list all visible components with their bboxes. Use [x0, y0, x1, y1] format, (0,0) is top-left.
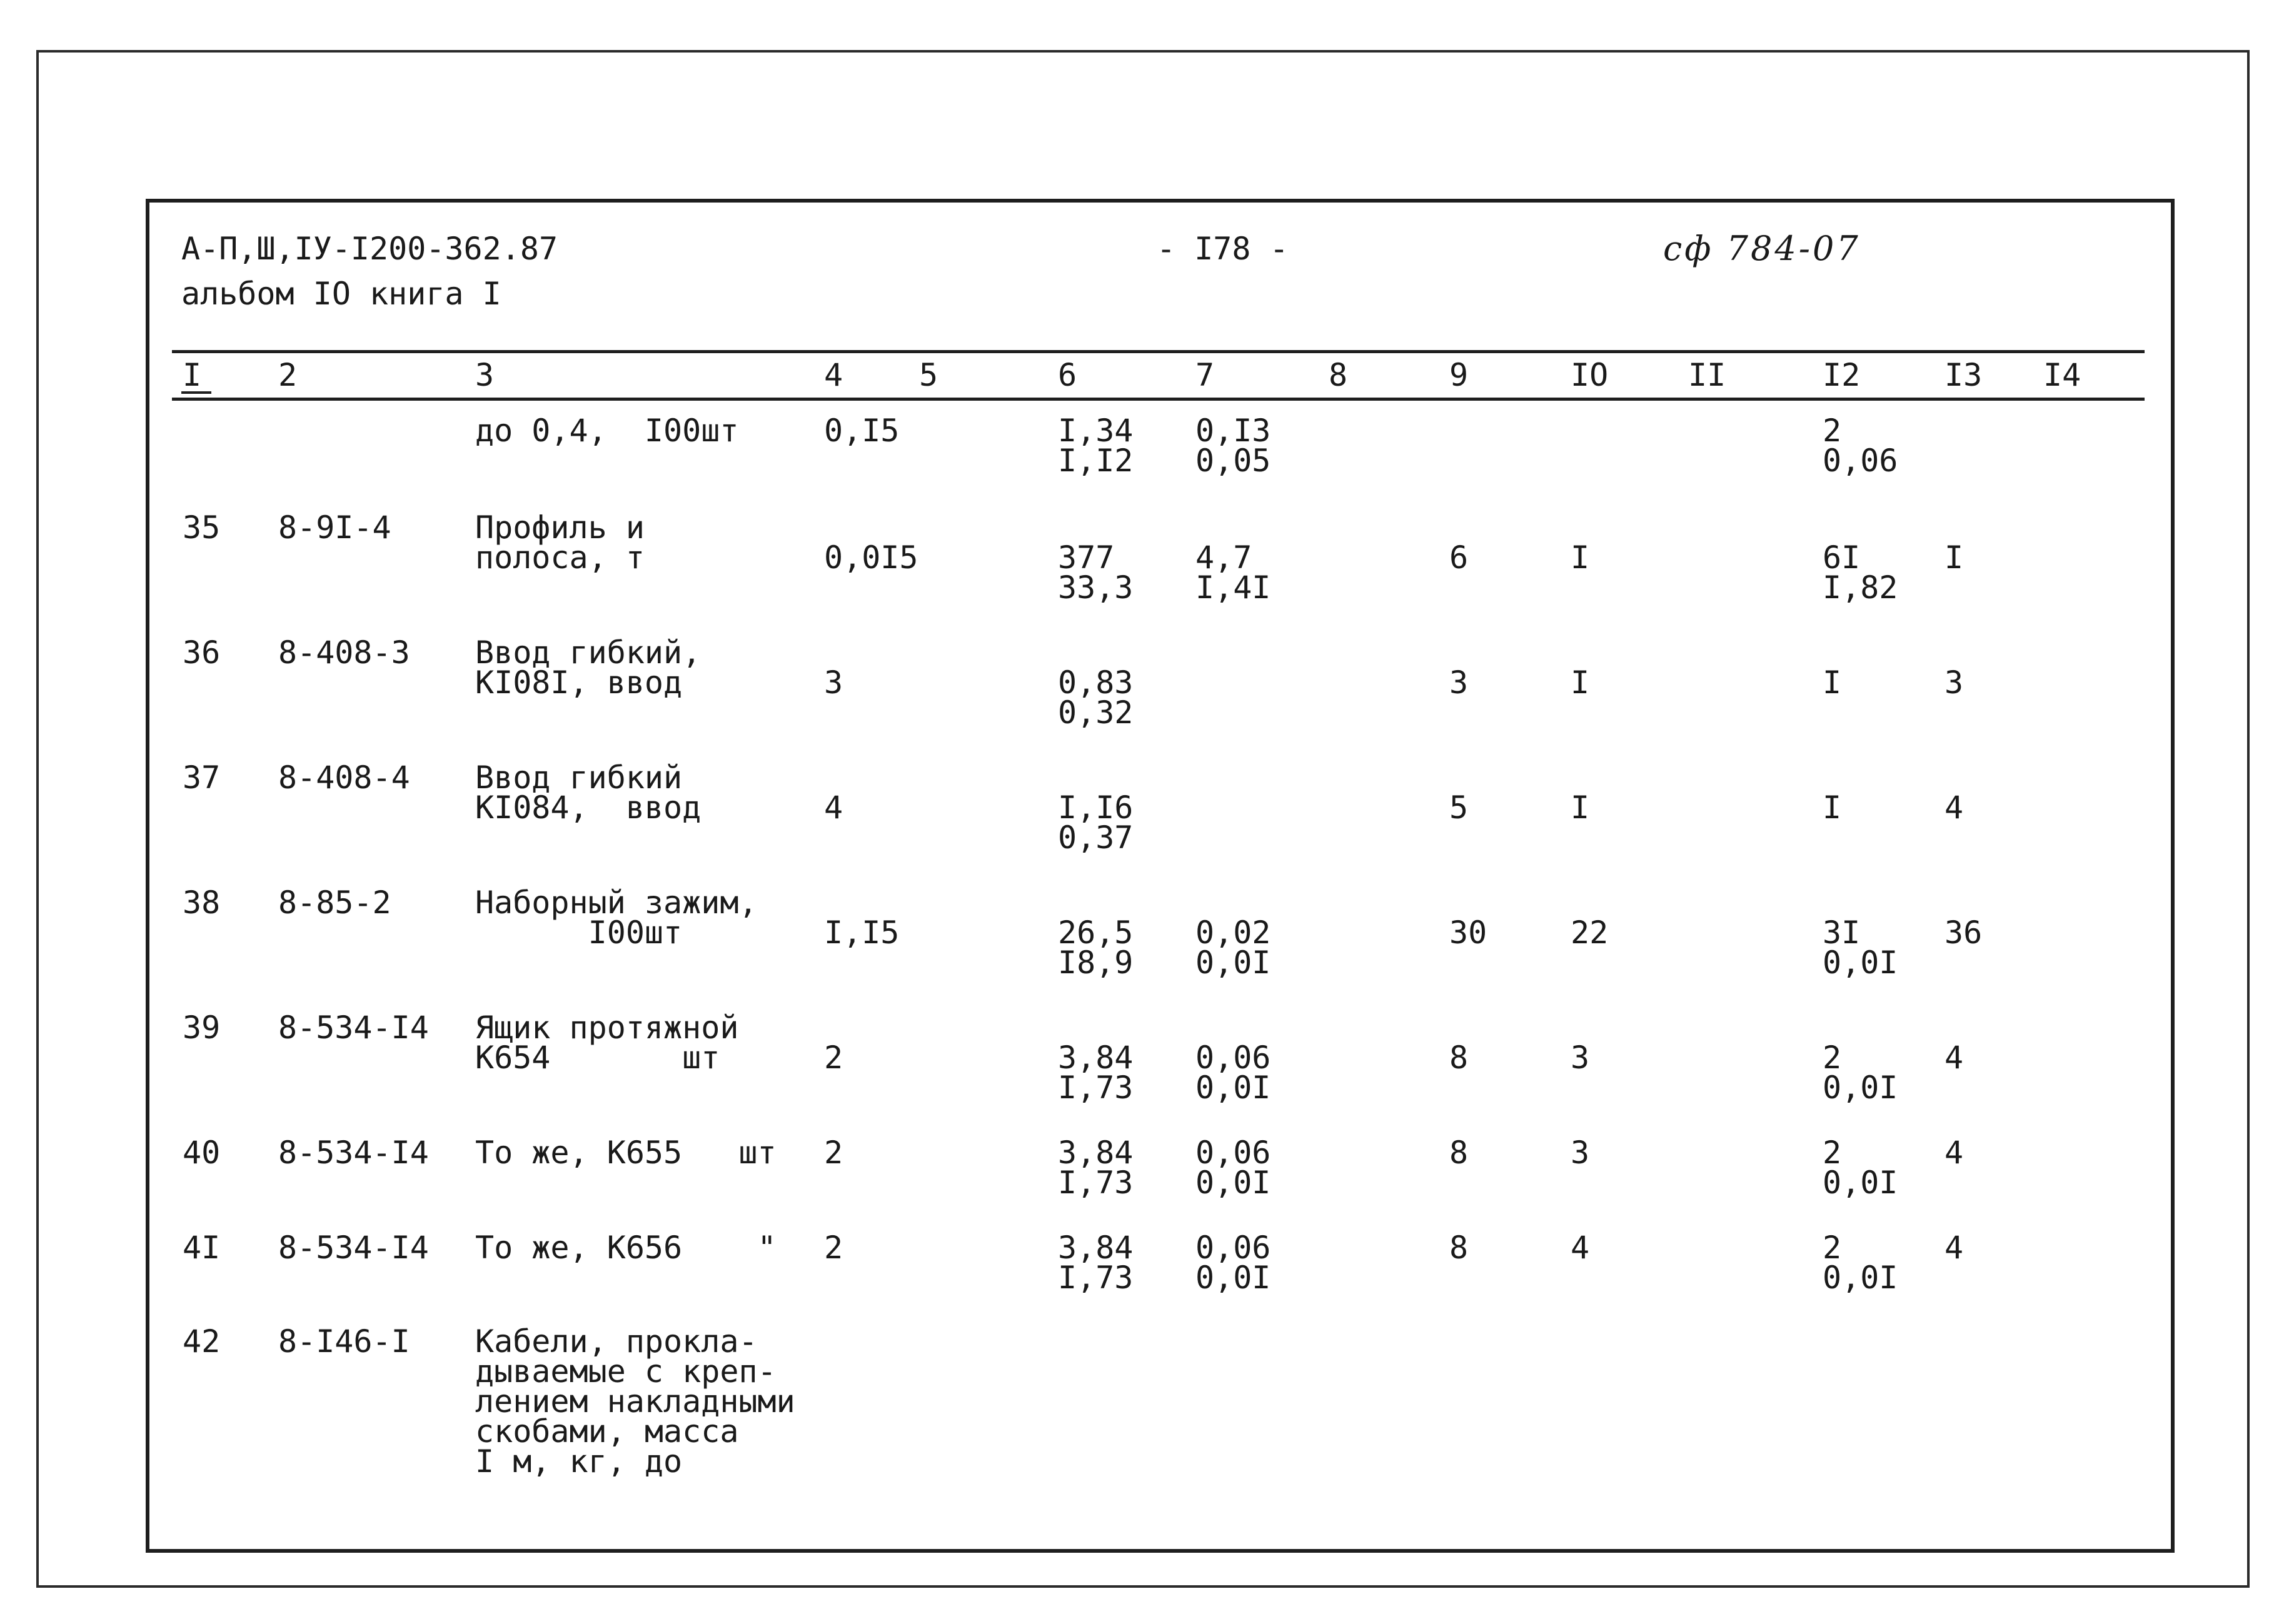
row-col12-value: 2 0,0I — [1823, 1135, 1898, 1201]
row-col4-value: 0,0I5 — [824, 539, 918, 576]
row-col4-value: 3 — [824, 664, 843, 701]
column-header: 5 — [919, 357, 938, 393]
column-header: 9 — [1449, 357, 1469, 393]
row-col13-value: 4 — [1944, 1135, 1964, 1171]
row-col12-value: 6I I,82 — [1823, 539, 1898, 606]
row-col6-value: I,34 I,I2 — [1058, 413, 1134, 479]
row-col7-value: 4,7 I,4I — [1195, 539, 1271, 606]
column-header: I2 — [1823, 357, 1861, 393]
row-col10-value: I — [1571, 539, 1590, 576]
table-header-bottom-rule — [172, 398, 2145, 401]
column-header: 4 — [824, 357, 843, 393]
row-col9-value: 3 — [1449, 664, 1469, 701]
column-header: II — [1688, 357, 1726, 393]
row-col13-value: 4 — [1944, 1040, 1964, 1076]
row-number: 39 — [183, 1010, 221, 1046]
page-number: - I78 - — [1157, 231, 1289, 267]
row-col13-value: I — [1944, 539, 1964, 576]
row-col4-value: 2 — [824, 1135, 843, 1171]
row-col12-value: 2 0,06 — [1823, 413, 1898, 479]
row-col7-value: 0,I3 0,05 — [1195, 413, 1271, 479]
row-col12-value: I — [1823, 789, 1842, 826]
row-col7-value: 0,06 0,0I — [1195, 1040, 1271, 1106]
row-col7-value: 0,02 0,0I — [1195, 915, 1271, 981]
row-col10-value: 3 — [1571, 1040, 1590, 1076]
row-col12-value: 3I 0,0I — [1823, 915, 1898, 981]
column-header: 2 — [278, 357, 298, 393]
row-col6-value: 3,84 I,73 — [1058, 1230, 1134, 1296]
row-col6-value: I,I6 0,37 — [1058, 789, 1134, 856]
row-number: 40 — [183, 1135, 221, 1171]
row-code: 8-9I-4 — [278, 509, 391, 546]
row-col13-value: 3 — [1944, 664, 1964, 701]
row-col4-value: 0,I5 — [824, 413, 900, 449]
row-col12-value: I — [1823, 664, 1842, 701]
table-header-top-rule — [172, 350, 2145, 353]
row-col10-value: 3 — [1571, 1135, 1590, 1171]
row-code: 8-408-3 — [278, 634, 410, 671]
row-col6-value: 26,5 I8,9 — [1058, 915, 1134, 981]
row-name: Ввод гибкий, KI08I, ввод — [475, 634, 702, 701]
row-name: Ящик протяжной K654 шт — [475, 1010, 739, 1076]
row-col9-value: 6 — [1449, 539, 1469, 576]
row-col4-value: 4 — [824, 789, 843, 826]
row-number: 42 — [183, 1323, 221, 1360]
column-header: I3 — [1944, 357, 1983, 393]
row-number: 36 — [183, 634, 221, 671]
column-header: 8 — [1329, 357, 1348, 393]
row-col10-value: I — [1571, 664, 1590, 701]
row-number: 37 — [183, 759, 221, 796]
row-number: 4I — [183, 1230, 221, 1266]
row-number: 38 — [183, 885, 221, 921]
row-col6-value: 3,84 I,73 — [1058, 1135, 1134, 1201]
column-header: 7 — [1195, 357, 1215, 393]
row-col13-value: 4 — [1944, 789, 1964, 826]
row-col9-value: 8 — [1449, 1230, 1469, 1266]
row-code: 8-85-2 — [278, 885, 391, 921]
row-name: Ввод гибкий KI084, ввод — [475, 759, 702, 826]
row-col7-value: 0,06 0,0I — [1195, 1135, 1271, 1201]
row-name: Кабели, прокла- дываемые с креп- лением накладными скобами, масса I м, кг, до — [475, 1323, 795, 1480]
handwritten-stamp: сф 784-07 — [1663, 229, 1861, 268]
row-col10-value: 4 — [1571, 1230, 1590, 1266]
column-header: I — [183, 357, 202, 393]
row-name: до 0,4, I00шт — [475, 413, 739, 449]
row-code: 8-534-I4 — [278, 1230, 429, 1266]
row-code: 8-408-4 — [278, 759, 410, 796]
row-col7-value: 0,06 0,0I — [1195, 1230, 1271, 1296]
row-code: 8-534-I4 — [278, 1135, 429, 1171]
row-name: То же, K656 " — [475, 1230, 777, 1266]
row-name: Профиль и полоса, т — [475, 509, 645, 576]
row-col4-value: 2 — [824, 1230, 843, 1266]
column-header: 6 — [1058, 357, 1077, 393]
document-frame — [146, 199, 2175, 1553]
row-col4-value: I,I5 — [824, 915, 900, 951]
column-header: I4 — [2043, 357, 2081, 393]
column-header: 3 — [475, 357, 495, 393]
row-code: 8-I46-I — [278, 1323, 410, 1360]
row-col9-value: 8 — [1449, 1040, 1469, 1076]
row-name: Наборный зажим, I00шт — [475, 885, 758, 951]
row-col10-value: 22 — [1571, 915, 1609, 951]
row-name: То же, K655 шт — [475, 1135, 777, 1171]
row-col6-value: 3,84 I,73 — [1058, 1040, 1134, 1106]
row-col6-value: 377 33,3 — [1058, 539, 1134, 606]
row-col12-value: 2 0,0I — [1823, 1040, 1898, 1106]
row-col9-value: 5 — [1449, 789, 1469, 826]
row-col12-value: 2 0,0I — [1823, 1230, 1898, 1296]
album-label: альбом IO книга I — [181, 276, 501, 312]
row-col9-value: 8 — [1449, 1135, 1469, 1171]
column-header: IO — [1571, 357, 1609, 393]
row-col10-value: I — [1571, 789, 1590, 826]
row-col9-value: 30 — [1449, 915, 1487, 951]
row-col6-value: 0,83 0,32 — [1058, 664, 1134, 731]
row-col13-value: 36 — [1944, 915, 1983, 951]
document-code: А-П,Ш,IУ-I200-362.87 — [181, 231, 558, 267]
row-number: 35 — [183, 509, 221, 546]
row-col4-value: 2 — [824, 1040, 843, 1076]
row-col13-value: 4 — [1944, 1230, 1964, 1266]
row-code: 8-534-I4 — [278, 1010, 429, 1046]
